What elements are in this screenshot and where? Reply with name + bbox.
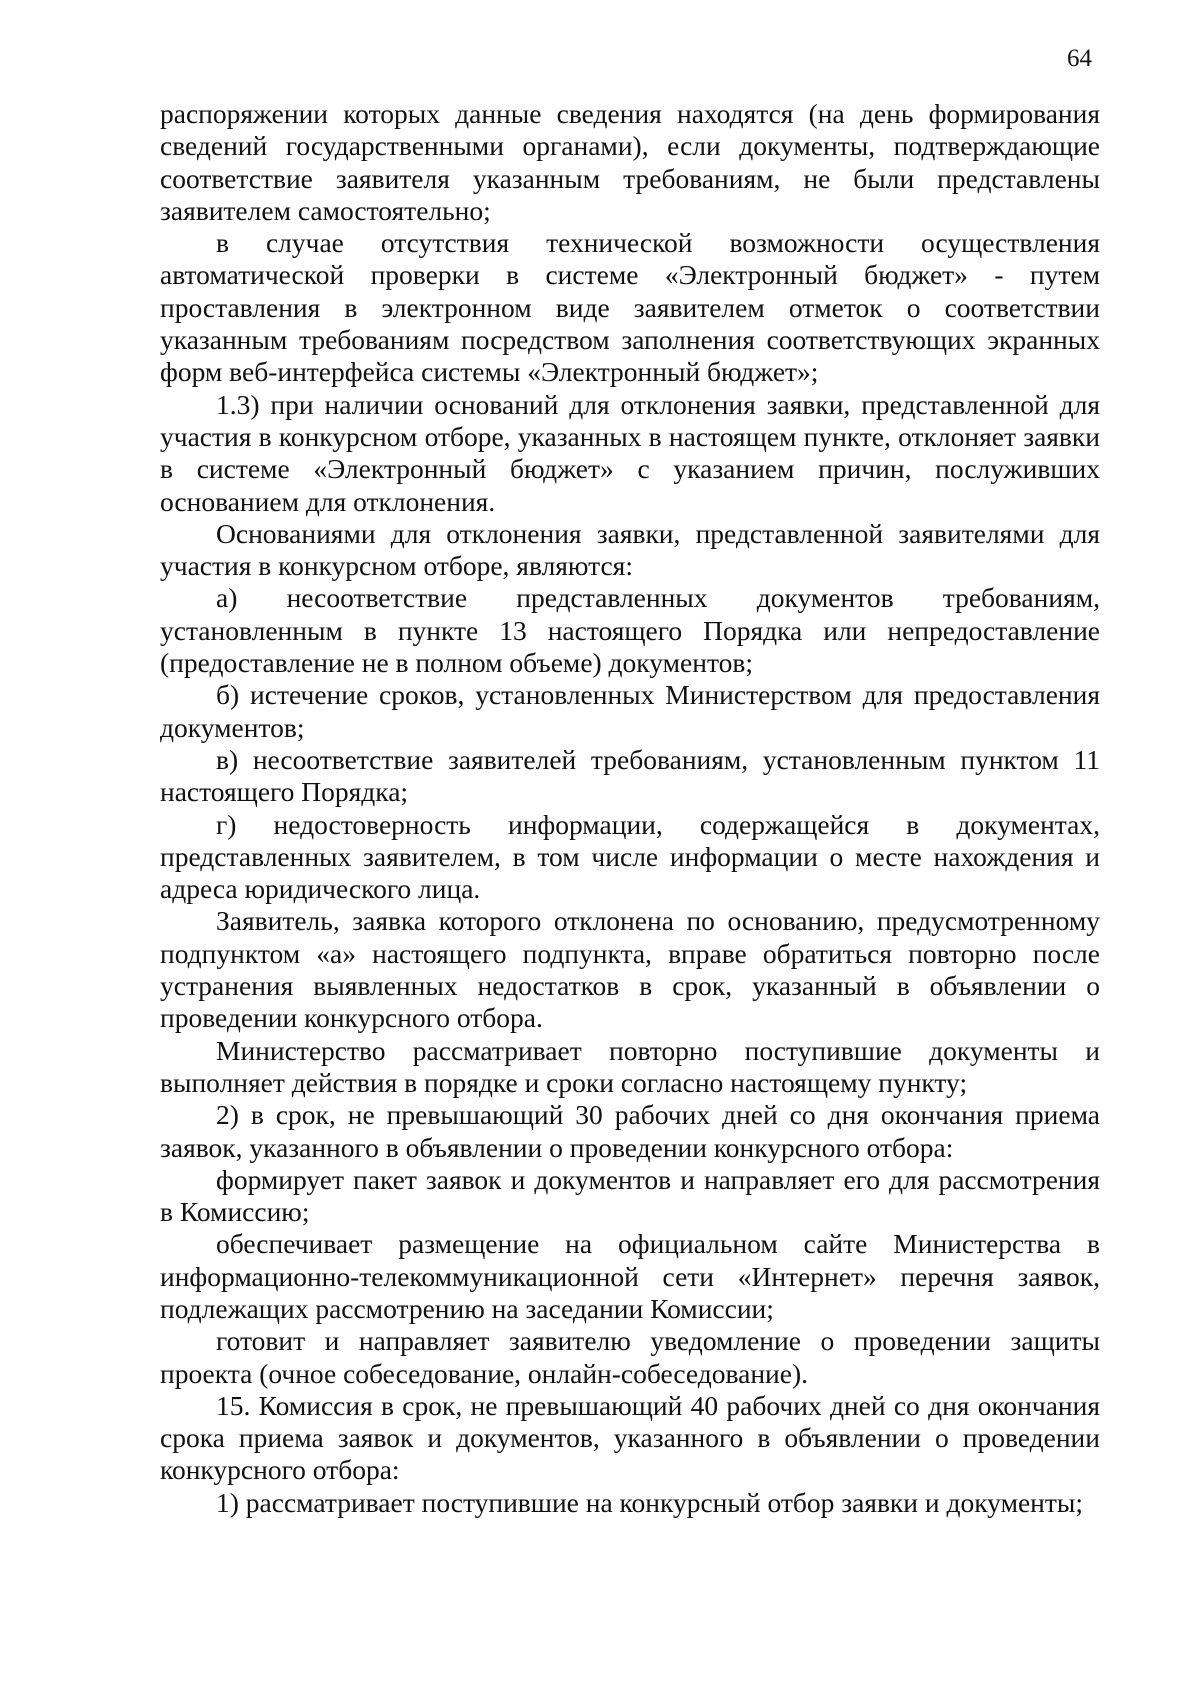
paragraph: а) несоответствие представленных документов требованиям, установленным в пункте 13 настоящего Порядка или непредоставление (предоставление не в полном объеме) документов; xyxy=(160,582,1100,679)
paragraph: в) несоответствие заявителей требованиям, установленным пунктом 11 настоящего Порядка; xyxy=(160,743,1100,808)
document-body xyxy=(160,98,1100,1519)
page-number: 64 xyxy=(1067,45,1092,72)
paragraph: Министерство рассматривает повторно поступившие документы и выполняет действия в порядке и сроки согласно настоящему пункту; xyxy=(160,1034,1100,1098)
paragraph: Заявитель, заявка которого отклонена по основанию, предусмотренному подпунктом «а» настоящего подпункта, вправе обратиться повторно после устранения выявленных недостатков в срок, указанный в объявлении о проведении конкурсного отбора. xyxy=(160,905,1100,1034)
paragraph: Основаниями для отклонения заявки, представленной заявителями для участия в конкурсном отборе, являются: xyxy=(160,517,1100,582)
paragraph: 2) в срок, не превышающий 30 рабочих дней со дня окончания приема заявок, указанного в объявлении о проведении конкурсного отбора: xyxy=(160,1099,1100,1163)
paragraph: распоряжении которых данные сведения находятся (на день формирования сведений государственными органами), если документы, подтверждающие соответствие заявителя указанным требованиям, не были представлены заявителем самостоятельно; xyxy=(160,98,1100,226)
paragraph: формирует пакет заявок и документов и направляет его для рассмотрения в Комиссию; xyxy=(160,1163,1100,1228)
paragraph: 1.3) при наличии оснований для отклонения заявки, представленной для участия в конкурсном отборе, указанных в настоящем пункте, отклоняет заявки в системе «Электронный бюджет» с указанием причин, послуживших основанием для отклонения. xyxy=(160,388,1100,517)
paragraph: г) недостоверность информации, содержащейся в документах, представленных заявителем, в том числе информации о месте нахождения и адреса юридического лица. xyxy=(160,808,1100,905)
paragraph: б) истечение сроков, установленных Министерством для предоставления документов; xyxy=(160,679,1100,743)
paragraph: обеспечивает размещение на официальном сайте Министерства в информационно-телекоммуникационной сети «Интернет» перечня заявок, подлежащих рассмотрению на заседании Комиссии; xyxy=(160,1228,1100,1324)
paragraph: готовит и направляет заявителю уведомление о проведении защиты проекта (очное собеседование, онлайн-собеседование). xyxy=(160,1325,1100,1389)
paragraph: 15. Комиссия в срок, не превышающий 40 рабочих дней со дня окончания срока приема заявок и документов, указанного в объявлении о проведении конкурсного отбора: xyxy=(160,1389,1100,1486)
paragraph: 1) рассматривает поступившие на конкурсный отбор заявки и документы; xyxy=(216,1486,1084,1518)
paragraph: в случае отсутствия технической возможности осуществления автоматической проверки в системе «Электронный бюджет» - путем проставления в электронном виде заявителем отметок о соответствии указанным требованиям посредством заполнения соответствующих экранных форм веб-интерфейса системы «Электронный бюджет»; xyxy=(160,227,1100,388)
